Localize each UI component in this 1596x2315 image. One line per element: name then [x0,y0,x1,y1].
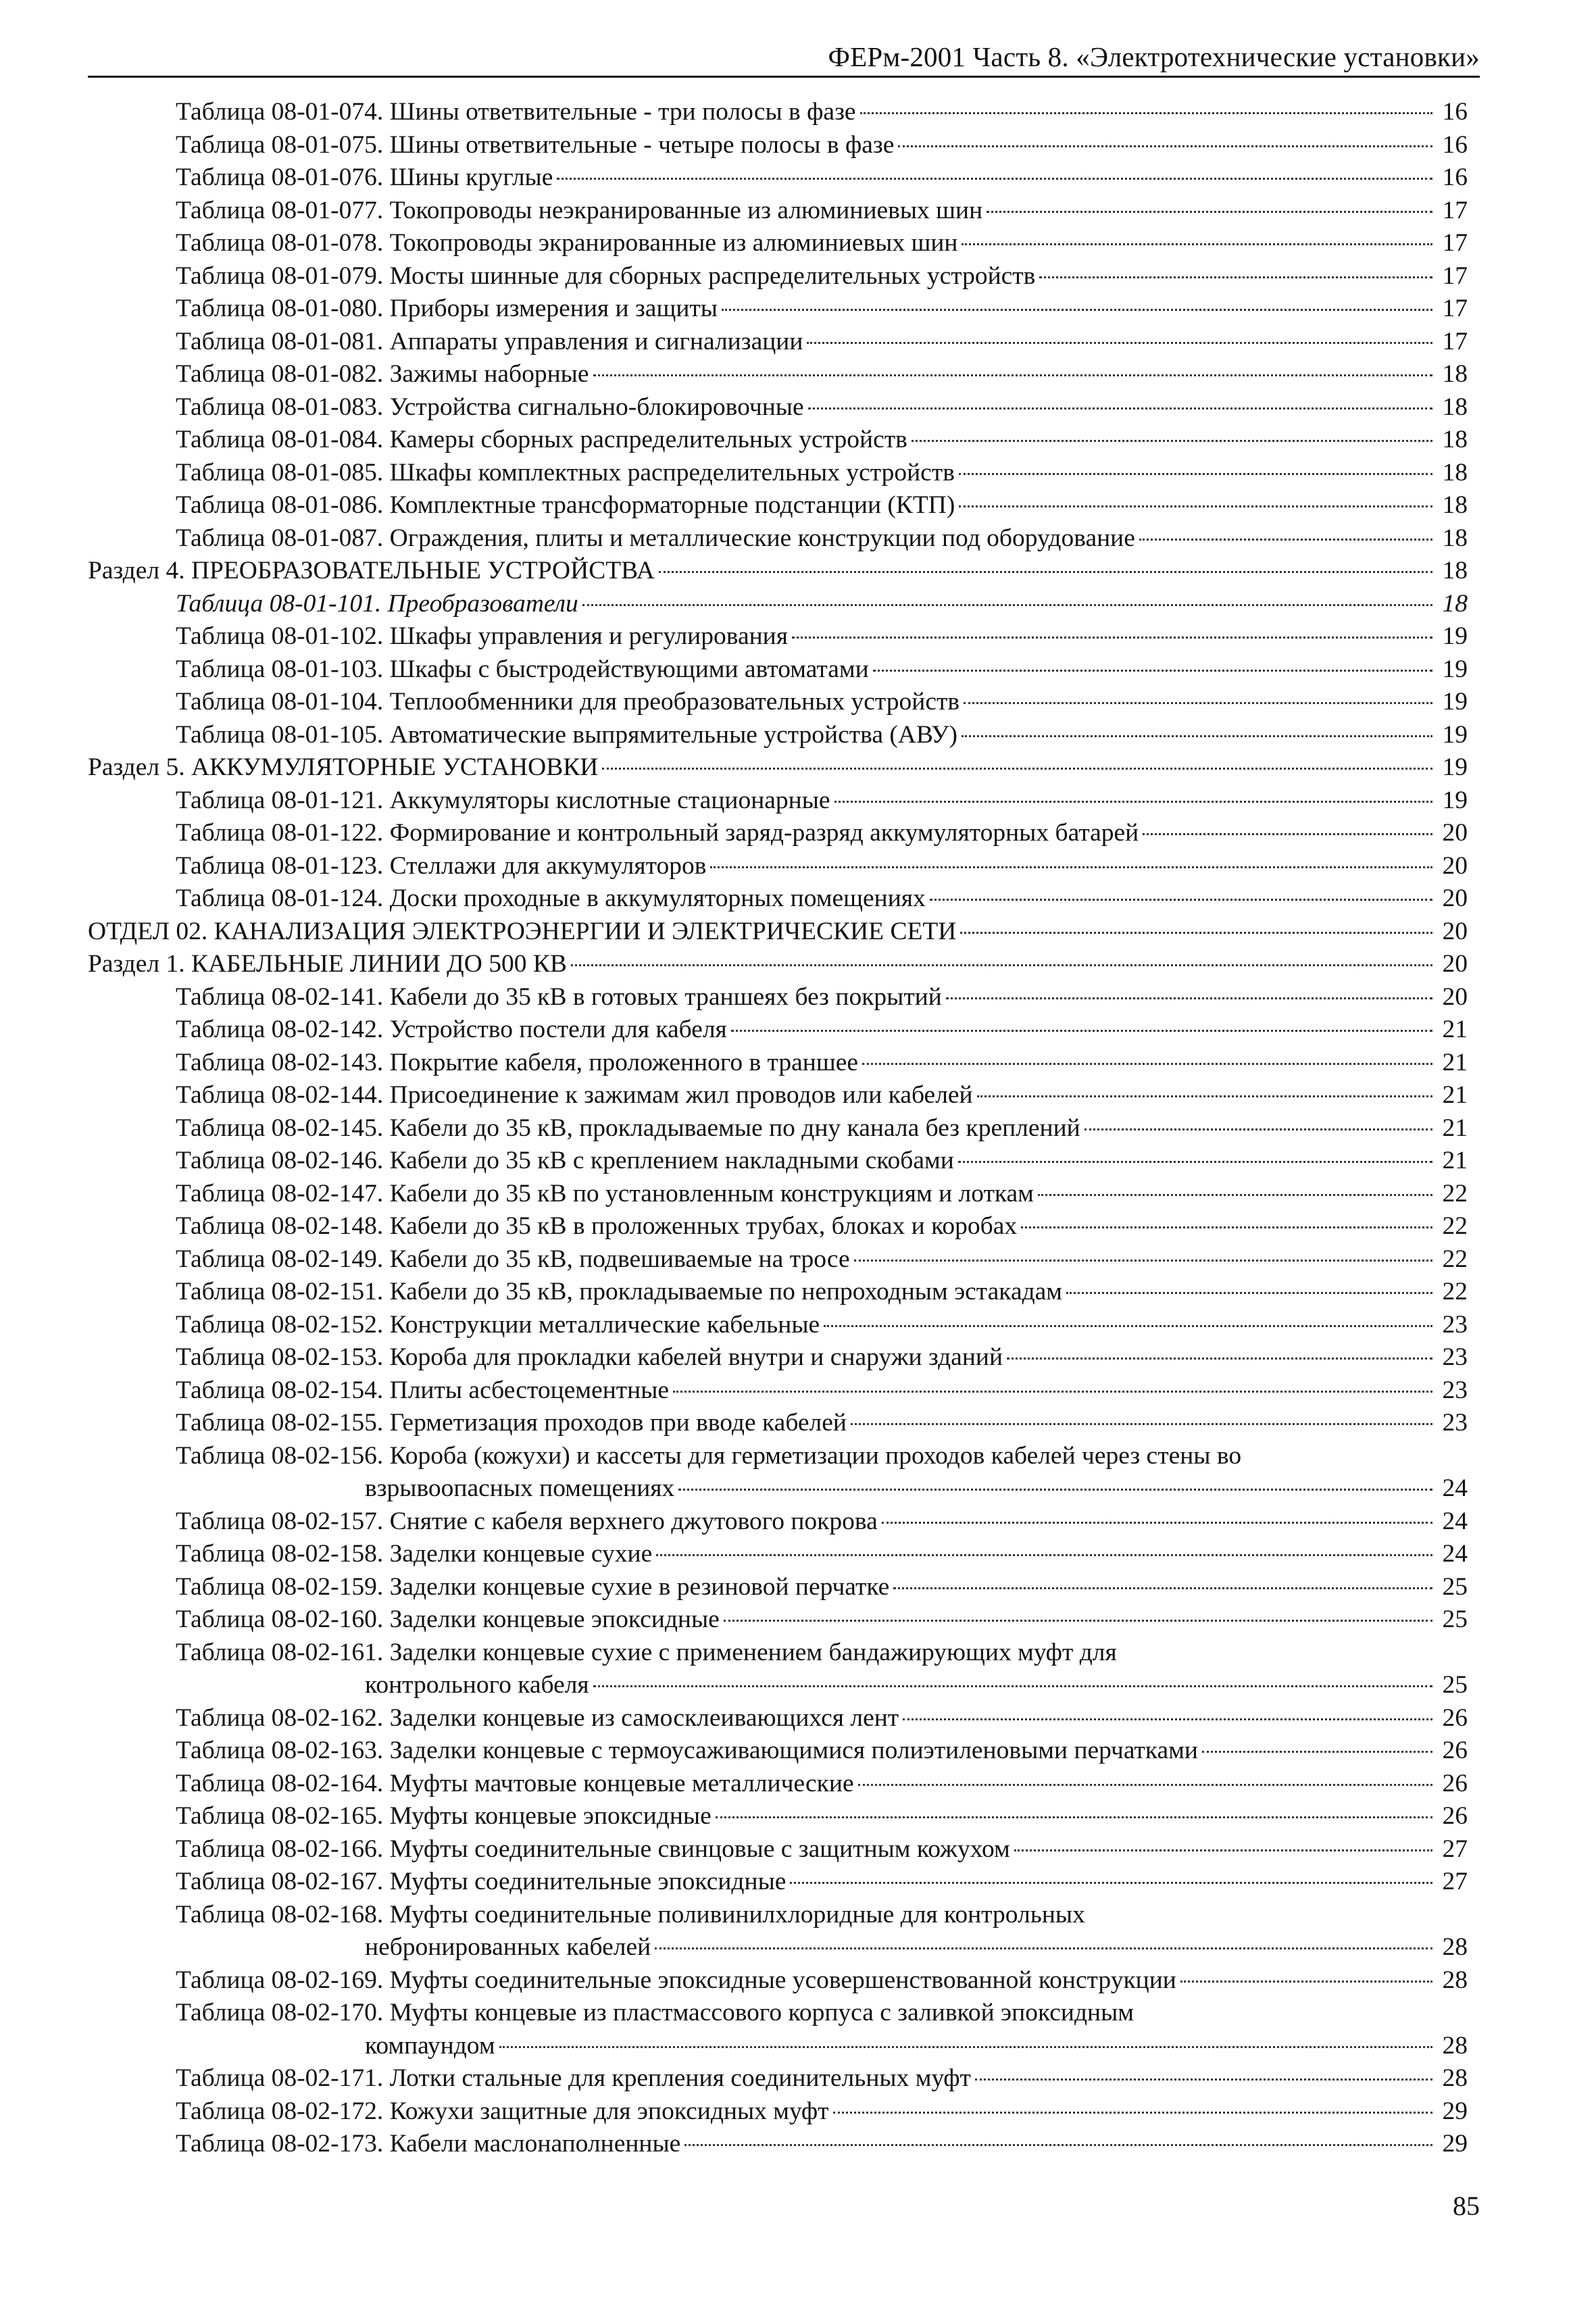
toc-entry-table[interactable] [88,2062,1468,2095]
toc-entry-table[interactable] [88,1374,1468,1408]
dot-leader [808,407,1432,409]
dot-leader [964,702,1432,704]
toc-entry-dept[interactable] [88,916,1468,949]
toc-entry-table[interactable] [88,882,1468,916]
toc-entry-title: Таблица 08-02-158. Заделки концевые сухие [176,1540,653,1568]
toc-entry-page: 19 [1442,786,1468,814]
toc-entry-page: 25 [1442,1671,1468,1699]
toc-entry-page: 19 [1442,720,1468,749]
dot-leader [571,964,1432,966]
toc-entry-title: Таблица 08-02-164. Муфты мачтовые концевые металлические [176,1769,854,1797]
toc-entry-continuation [176,2030,1468,2063]
toc-entry-table[interactable] [88,1210,1468,1243]
toc-entry-title: Таблица 08-02-162. Заделки концевые из самосклеивающихся лент [176,1703,899,1732]
toc-entry-page: 17 [1442,295,1468,322]
dot-leader [834,801,1432,803]
toc-entry-page: 18 [1442,557,1468,584]
dot-leader [673,1391,1432,1393]
toc-entry-page: 21 [1442,1114,1468,1142]
toc-entry-title: Таблица 08-01-079. Мосты шинные для сборных распределительных устройств [176,262,1036,290]
toc-entry-page: 29 [1442,2097,1468,2125]
toc-entry-title: Таблица 08-02-167. Муфты соединительные эпоксидные [176,1868,787,1895]
toc-entry-page: 16 [1442,164,1468,191]
toc-entry-table[interactable] [88,161,1468,195]
toc-entry-table[interactable] [88,1440,1468,1505]
toc-entry-title: Таблица 08-01-121. Аккумуляторы кислотные стационарные [176,786,830,814]
toc-entry-continuation [176,1931,1468,1964]
header-rule [88,76,1480,78]
toc-entry-table[interactable] [88,1800,1468,1833]
dot-leader [975,2078,1432,2081]
toc-entry-title: Таблица 08-01-085. Шкафы комплектных распределительных устройств [176,458,955,487]
dot-leader [860,112,1432,114]
toc-entry-title: Таблица 08-02-168. Муфты соединительные поливинилхлоридные для контрольных [176,1900,1085,1928]
toc-entry-title: Таблица 08-02-157. Снятие с кабеля верхнего джутового покрова [176,1507,878,1535]
toc-entry-title-continuation: небронированных кабелей [365,1933,651,1961]
dot-leader [593,374,1432,376]
dot-leader [959,505,1432,507]
toc-entry-table[interactable] [88,620,1468,653]
toc-entry-page: 26 [1442,1703,1468,1732]
toc-entry-title: Таблица 08-01-123. Стеллажи для аккумуляторов [176,851,707,880]
toc-entry-page: 26 [1442,1802,1468,1830]
toc-entry-title: Таблица 08-02-148. Кабели до 35 кВ в проложенных трубах, блоках и коробах [176,1212,1018,1240]
toc-entry-table[interactable] [88,129,1468,162]
toc-entry-title: Таблица 08-02-170. Муфты концевые из пластмассового корпуса с заливкой эпоксидным [176,1999,1134,2026]
dot-leader [862,1063,1432,1065]
toc-entry-table[interactable] [88,1047,1468,1080]
toc-entry-title: Таблица 08-02-145. Кабели до 35 кВ, прокладываемые по дну канала без креплений [176,1114,1080,1142]
toc-entry-page: 26 [1442,1737,1468,1764]
dot-leader [960,932,1432,934]
page-header: ФЕРм-2001 Часть 8. «Электротехнические установки» [828,41,1480,72]
dot-leader [962,243,1432,245]
dot-leader [962,735,1432,737]
toc-entry-title-continuation: взрывоопасных помещениях [365,1474,675,1502]
toc-entry-title: Раздел 5. АККУМУЛЯТОРНЫЕ УСТАНОВКИ [88,753,599,781]
dot-leader [824,1325,1432,1327]
toc-entry-title: Таблица 08-01-081. Аппараты управления и сигнализации [176,327,803,355]
toc-entry-page: 20 [1442,819,1468,847]
dot-leader [710,866,1432,868]
toc-entry-page: 19 [1442,688,1468,716]
toc-entry-title: Таблица 08-01-074. Шины ответвительные - три полосы в фазе [176,98,856,126]
dot-leader [684,2144,1432,2146]
toc-entry-table[interactable] [88,1145,1468,1178]
toc-entry-table[interactable] [88,293,1468,326]
toc-entry-table[interactable] [88,1768,1468,1801]
toc-entry-title: Таблица 08-02-149. Кабели до 35 кВ, подвешиваемые на тросе [176,1245,850,1273]
dot-leader [1202,1751,1432,1753]
toc-entry-page: 18 [1442,458,1468,487]
dot-leader [499,2046,1432,2048]
toc-entry-page: 20 [1442,885,1468,912]
toc-entry-table[interactable] [88,1899,1468,1964]
dot-leader [790,1882,1432,1884]
dot-leader [722,309,1432,311]
dot-leader [893,1587,1432,1589]
toc-entry-table[interactable] [88,1079,1468,1112]
toc-entry-page: 24 [1442,1540,1468,1568]
toc-entry-page: 19 [1442,753,1468,781]
toc-entry-page: 18 [1442,524,1468,552]
toc-entry-title: Раздел 1. КАБЕЛЬНЫЕ ЛИНИИ ДО 500 КВ [88,950,567,978]
toc-entry-page: 20 [1442,917,1468,945]
toc-entry-table[interactable] [88,785,1468,818]
toc-entry-page: 23 [1442,1343,1468,1371]
toc-entry-title: Таблица 08-02-153. Короба для прокладки кабелей внутри и снаружи зданий [176,1343,1003,1371]
toc-entry-page: 28 [1442,1966,1468,1994]
toc-entry-table[interactable] [88,1341,1468,1374]
toc-entry-table[interactable] [88,981,1468,1014]
toc-entry-page: 18 [1442,589,1468,618]
toc-entry-title: Таблица 08-02-171. Лотки стальные для крепления соединительных муфт [176,2064,971,2092]
dot-leader [807,342,1432,344]
dot-leader [912,440,1432,442]
toc-entry-table[interactable] [88,1407,1468,1440]
toc-entry-title: Таблица 08-02-156. Короба (кожухи) и кассеты для герметизации проходов кабелей через стены во [176,1441,1242,1470]
toc-entry-page: 19 [1442,655,1468,683]
toc-entry-table[interactable] [88,96,1468,129]
toc-entry-title: Раздел 4. ПРЕОБРАЗОВАТЕЛЬНЫЕ УСТРОЙСТВА [88,557,655,584]
toc-entry-title: Таблица 08-02-144. Присоединение к зажимам жил проводов или кабелей [176,1081,973,1109]
dot-leader [731,1030,1432,1032]
toc-entry-page: 16 [1442,98,1468,126]
toc-entry-page: 17 [1442,327,1468,355]
dot-leader [724,1620,1432,1622]
toc-entry-page: 23 [1442,1376,1468,1404]
toc-entry-page: 21 [1442,1048,1468,1076]
dot-leader [678,1489,1432,1491]
toc-entry-title: Таблица 08-01-086. Комплектные трансформаторные подстанции (КТП) [176,491,955,519]
toc-entry-table[interactable] [88,1603,1468,1637]
toc-entry-title: Таблица 08-01-105. Автоматические выпрямительные устройства (АВУ) [176,720,957,749]
toc-entry-title: Таблица 08-01-122. Формирование и контрольный заряд-разряд аккумуляторных батарей [176,819,1139,847]
toc-entry-page: 22 [1442,1179,1468,1208]
dot-leader [582,604,1432,606]
table-of-contents [88,96,1468,2161]
toc-entry-table[interactable] [88,850,1468,883]
toc-entry-page: 17 [1442,262,1468,290]
toc-entry-title-continuation: компаундом [365,2031,495,2060]
toc-entry-title: Таблица 08-02-166. Муфты соединительные свинцовые с защитным кожухом [176,1835,1010,1863]
toc-entry-table[interactable] [88,1571,1468,1604]
dot-leader [593,1685,1432,1687]
dot-leader [1039,276,1432,278]
toc-entry-title: Таблица 08-01-080. Приборы измерения и защиты [176,295,718,322]
toc-entry-table[interactable] [88,1997,1468,2062]
toc-entry-title: Таблица 08-02-155. Герметизация проходов при вводе кабелей [176,1409,847,1437]
toc-entry-page: 19 [1442,622,1468,650]
toc-entry-title: Таблица 08-01-124. Доски проходные в аккумуляторных помещениях [176,885,926,912]
toc-entry-table[interactable] [88,522,1468,555]
dot-leader [946,997,1432,999]
toc-entry-title: Таблица 08-02-160. Заделки концевые эпоксидные [176,1605,720,1633]
toc-entry-title: Таблица 08-02-154. Плиты асбестоцементные [176,1376,670,1404]
toc-entry-table[interactable] [88,358,1468,391]
toc-entry-page: 18 [1442,426,1468,453]
toc-entry-title: Таблица 08-01-084. Камеры сборных распределительных устройств [176,426,907,453]
dot-leader [792,637,1432,639]
toc-entry-title: Таблица 08-02-169. Муфты соединительные эпоксидные усовершенствованной конструкции [176,1966,1176,1994]
dot-leader [656,1554,1432,1556]
dot-leader [959,473,1432,475]
toc-entry-table[interactable] [88,817,1468,850]
toc-entry-page: 28 [1442,1933,1468,1961]
dot-leader [1014,1849,1432,1851]
toc-entry-page: 27 [1442,1835,1468,1863]
toc-entry-page: 18 [1442,393,1468,421]
toc-entry-title: Таблица 08-01-082. Зажимы наборные [176,360,589,388]
toc-entry-title: Таблица 08-01-077. Токопроводы неэкранированные из алюминиевых шин [176,196,983,224]
dot-leader [716,1816,1432,1818]
toc-entry-table[interactable] [88,1964,1468,1997]
dot-leader [602,768,1432,770]
dot-leader [903,1718,1432,1720]
toc-entry-table[interactable] [88,1505,1468,1539]
toc-entry-title: Таблица 08-02-151. Кабели до 35 кВ, прокладываемые по непроходным эстакадам [176,1278,1063,1305]
page-number: 85 [1453,2191,1480,2221]
dot-leader [851,1423,1432,1425]
toc-entry-table[interactable] [88,424,1468,457]
toc-entry-table[interactable] [88,1112,1468,1145]
dot-leader [898,145,1432,147]
toc-entry-table[interactable] [88,1702,1468,1735]
toc-entry-title: Таблица 08-02-165. Муфты концевые эпоксидные [176,1802,712,1830]
toc-entry-title: Таблица 08-02-172. Кожухи защитные для эпоксидных муфт [176,2097,829,2125]
toc-entry-page: 22 [1442,1212,1468,1240]
toc-entry-page: 20 [1442,950,1468,978]
toc-entry-title: Таблица 08-01-104. Теплообменники для преобразовательных устройств [176,688,960,716]
toc-entry-title: Таблица 08-01-087. Ограждения, плиты и металлические конструкции под оборудование [176,524,1135,552]
toc-entry-section[interactable] [88,948,1468,981]
toc-entry-table[interactable] [88,2128,1468,2161]
toc-entry-title: Таблица 08-02-152. Конструкции металлические кабельные [176,1310,820,1339]
toc-entry-title: Таблица 08-01-083. Устройства сигнально-блокировочные [176,393,804,421]
toc-entry-table[interactable] [88,1014,1468,1047]
dot-leader [1007,1358,1432,1360]
toc-entry-page: 18 [1442,491,1468,519]
toc-entry-title: Таблица 08-02-147. Кабели до 35 кВ по установленным конструкциям и лоткам [176,1179,1034,1208]
toc-entry-page: 21 [1442,1081,1468,1109]
toc-entry-table[interactable] [88,1735,1468,1768]
toc-entry-title: Таблица 08-02-161. Заделки концевые сухие с применением бандажирующих муфт для [176,1638,1117,1666]
toc-entry-page: 20 [1442,851,1468,880]
toc-entry-title-continuation: контрольного кабеля [365,1671,589,1699]
dot-leader [1143,833,1432,835]
toc-entry-title: Таблица 08-01-102. Шкафы управления и регулирования [176,622,788,650]
toc-entry-title: Таблица 08-01-103. Шкафы с быстродействующими автоматами [176,655,869,683]
toc-entry-page: 27 [1442,1868,1468,1895]
toc-entry-page: 25 [1442,1572,1468,1601]
toc-entry-table[interactable] [88,1538,1468,1571]
toc-entry-page: 29 [1442,2130,1468,2158]
toc-entry-table[interactable] [88,227,1468,260]
dot-leader [873,670,1432,672]
toc-entry-table[interactable] [88,1178,1468,1211]
toc-entry-page: 21 [1442,1016,1468,1043]
toc-entry-table[interactable] [88,1866,1468,1899]
toc-entry-table[interactable] [88,1243,1468,1276]
toc-entry-title: Таблица 08-02-159. Заделки концевые сухие в резиновой перчатке [176,1572,890,1601]
toc-entry-table[interactable] [88,588,1468,621]
dot-leader [930,899,1432,901]
dot-leader [987,211,1432,213]
toc-entry-title: Таблица 08-01-076. Шины круглые [176,164,553,191]
dot-leader [958,1161,1432,1163]
toc-entry-table[interactable] [88,1637,1468,1702]
toc-entry-table[interactable] [88,457,1468,490]
toc-entry-page: 17 [1442,196,1468,224]
dot-leader [1038,1194,1432,1196]
toc-entry-page: 25 [1442,1605,1468,1633]
toc-entry-title: Таблица 08-02-142. Устройство постели для кабеля [176,1016,727,1043]
toc-entry-section[interactable] [88,555,1468,588]
dot-leader [1139,539,1432,541]
dot-leader [854,1260,1432,1262]
toc-entry-page: 28 [1442,2064,1468,2092]
toc-entry-table[interactable] [88,1276,1468,1309]
toc-entry-table[interactable] [88,1309,1468,1342]
toc-entry-title: Таблица 08-02-163. Заделки концевые с термоусаживающимися полиэтиленовыми перчатками [176,1737,1199,1764]
toc-entry-page: 24 [1442,1474,1468,1502]
toc-entry-page: 23 [1442,1310,1468,1339]
toc-entry-title: Таблица 08-02-146. Кабели до 35 кВ с креплением накладными скобами [176,1147,954,1174]
dot-leader [655,1947,1432,1949]
toc-entry-page: 23 [1442,1409,1468,1437]
toc-entry-table[interactable] [88,391,1468,424]
toc-entry-table[interactable] [88,195,1468,228]
toc-entry-page: 28 [1442,2031,1468,2060]
toc-entry-table[interactable] [88,686,1468,719]
toc-entry-title: Таблица 08-02-173. Кабели маслонаполненные [176,2130,681,2158]
dot-leader [1021,1226,1432,1228]
toc-entry-title: Таблица 08-02-141. Кабели до 35 кВ в готовых траншеях без покрытий [176,982,942,1011]
toc-entry-table[interactable] [88,326,1468,359]
toc-entry-title: Таблица 08-01-101. Преобразователи [176,589,578,618]
dot-leader [1180,1981,1432,1983]
dot-leader [1066,1292,1432,1294]
dot-leader [858,1784,1432,1786]
toc-entry-page: 22 [1442,1278,1468,1305]
toc-entry-table[interactable] [88,260,1468,293]
toc-entry-table[interactable] [88,2095,1468,2129]
dot-leader [557,178,1432,180]
toc-entry-page: 20 [1442,982,1468,1011]
dot-leader [882,1522,1432,1524]
toc-entry-title: ОТДЕЛ 02. КАНАЛИЗАЦИЯ ЭЛЕКТРОЭНЕРГИИ И ЭЛЕКТРИЧЕСКИЕ СЕТИ [88,917,957,945]
toc-entry-page: 26 [1442,1769,1468,1797]
dot-leader [659,571,1432,573]
toc-entry-page: 22 [1442,1245,1468,1273]
toc-entry-page: 21 [1442,1147,1468,1174]
toc-entry-page: 17 [1442,229,1468,257]
toc-entry-title: Таблица 08-02-143. Покрытие кабеля, проложенного в траншее [176,1048,858,1076]
toc-entry-page: 18 [1442,360,1468,388]
toc-entry-title: Таблица 08-01-075. Шины ответвительные - четыре полосы в фазе [176,130,895,159]
toc-entry-continuation [176,1669,1468,1702]
toc-entry-table[interactable] [88,489,1468,522]
toc-entry-section[interactable] [88,751,1468,785]
dot-leader [1084,1128,1432,1130]
dot-leader [833,2112,1432,2114]
toc-entry-continuation [176,1472,1468,1505]
toc-entry-table[interactable] [88,653,1468,687]
toc-entry-title: Таблица 08-01-078. Токопроводы экранированные из алюминиевых шин [176,229,958,257]
toc-entry-page: 24 [1442,1507,1468,1535]
toc-entry-table[interactable] [88,719,1468,752]
toc-entry-table[interactable] [88,1833,1468,1866]
toc-entry-page: 16 [1442,130,1468,159]
dot-leader [977,1095,1432,1097]
